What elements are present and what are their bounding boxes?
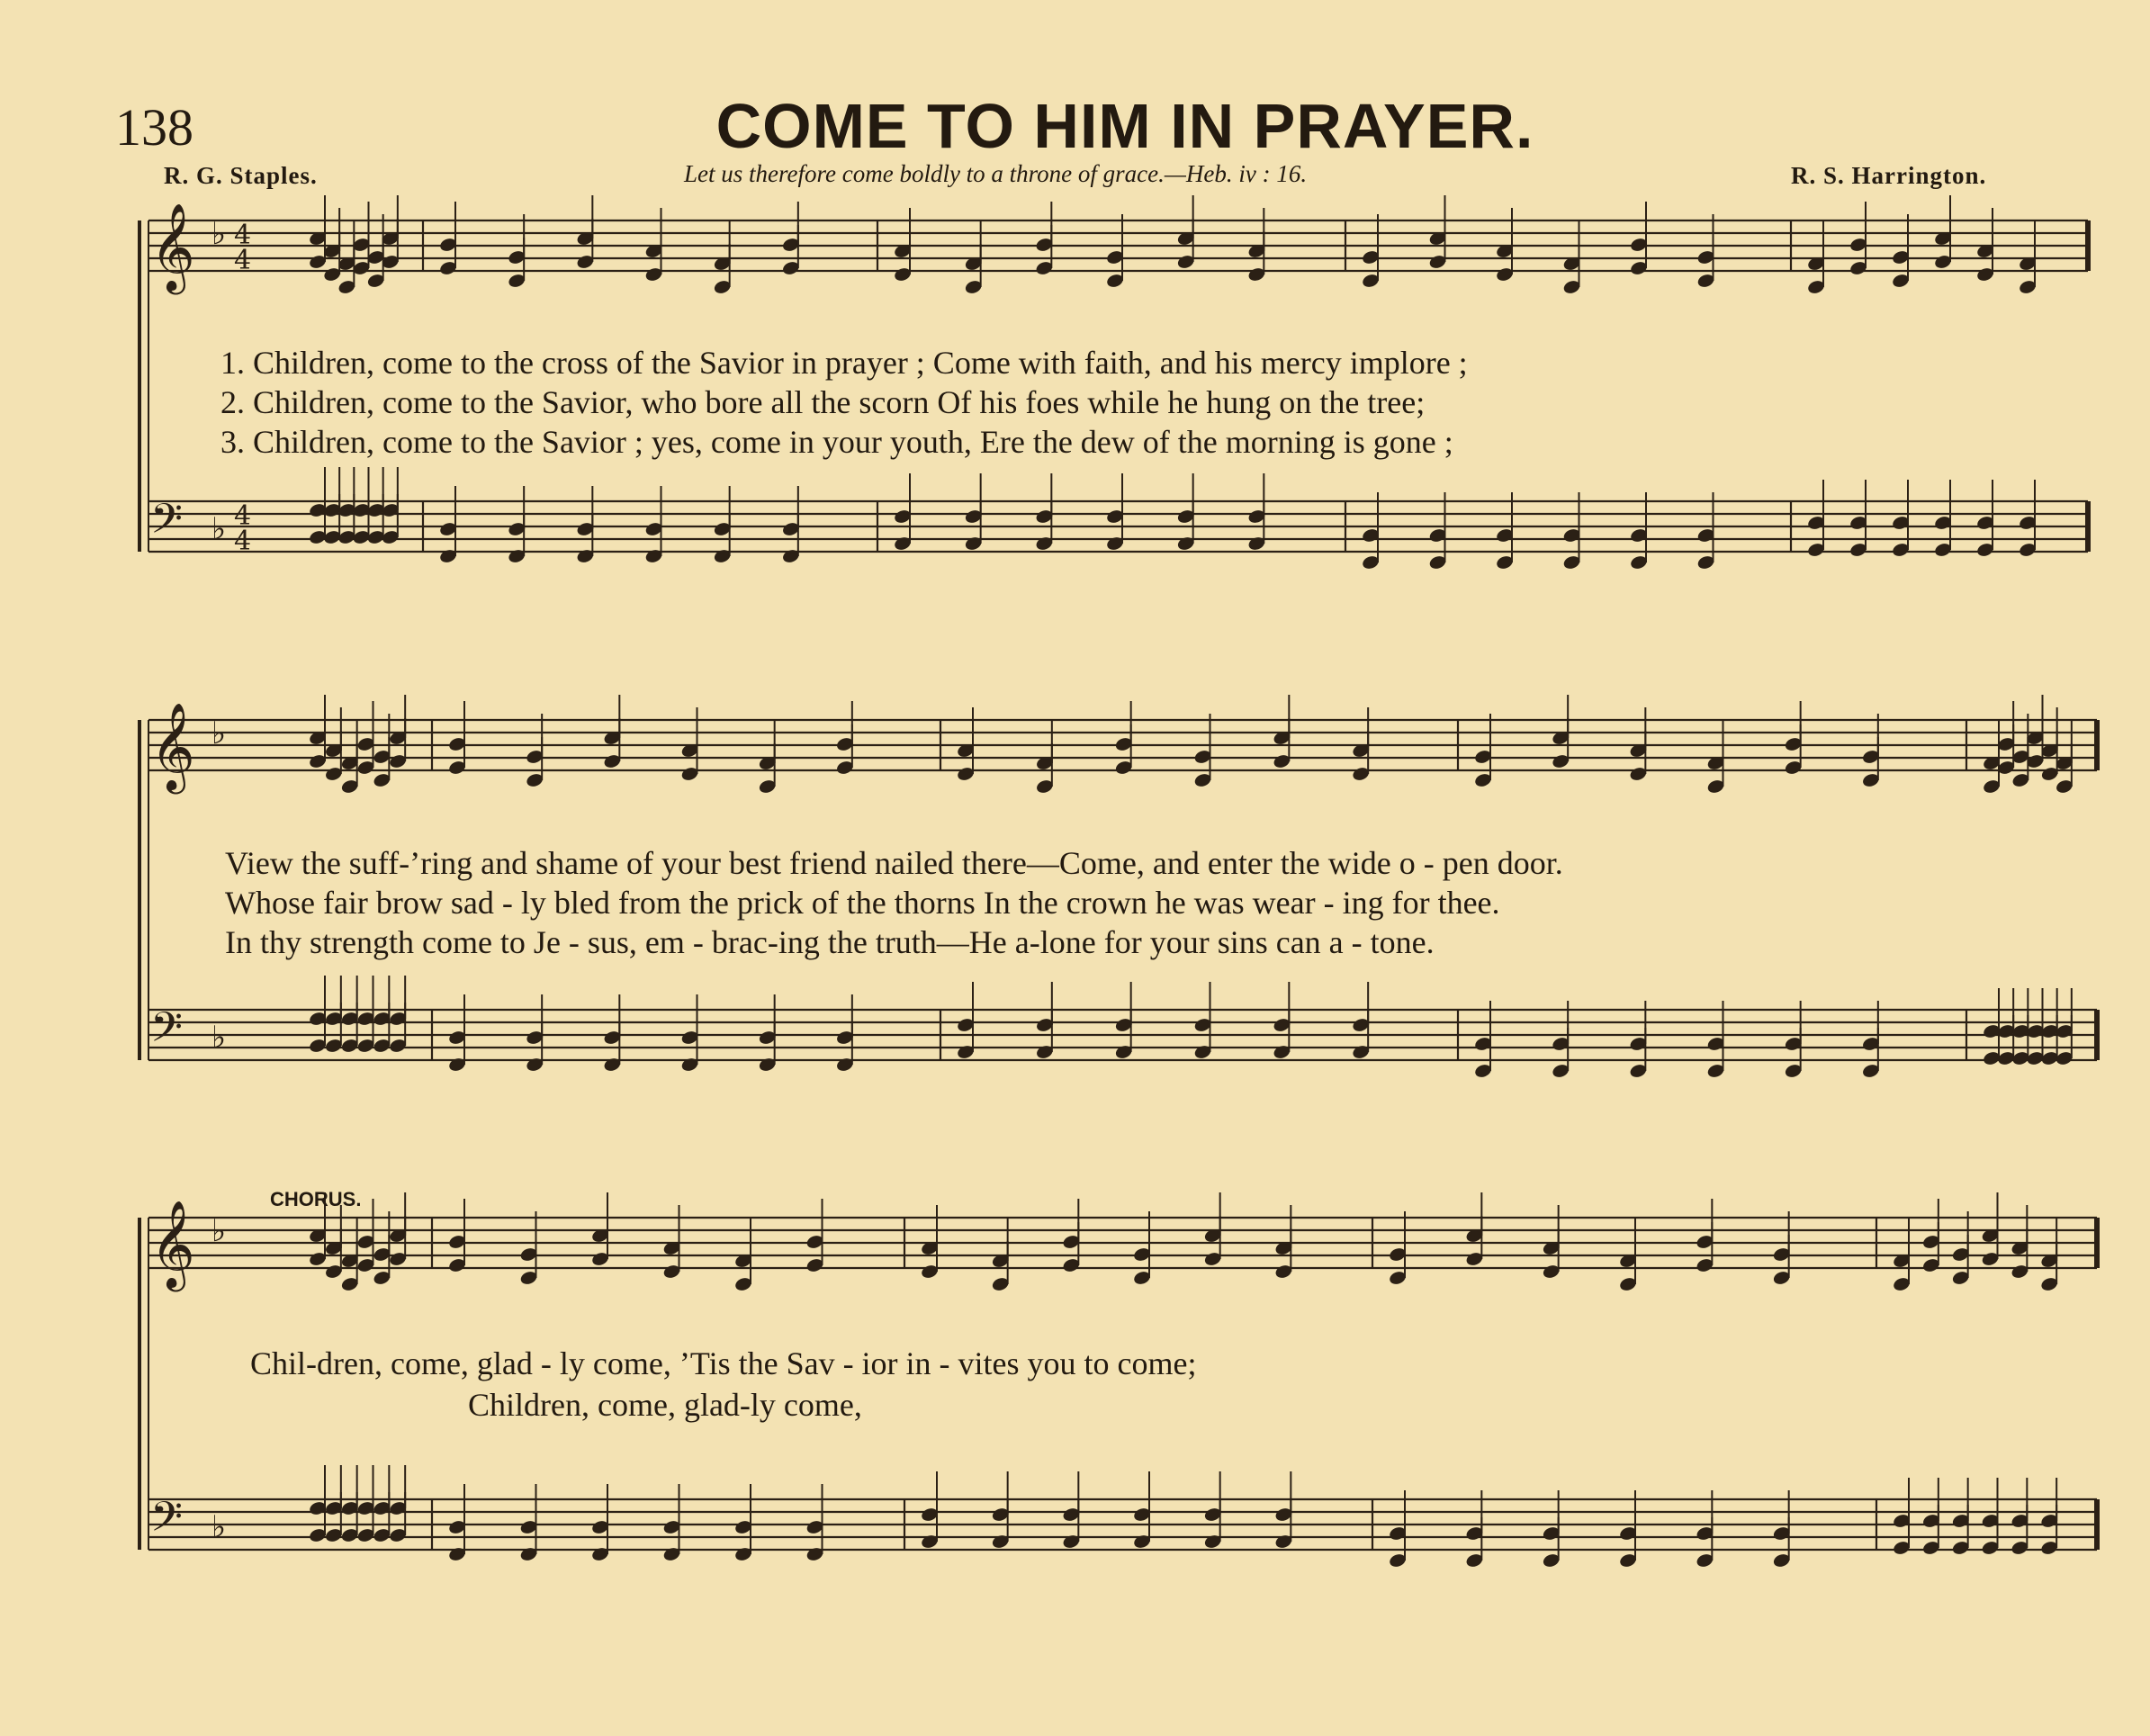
lyricist-credit: R. G. Staples. — [164, 162, 318, 189]
page-number: 138 — [115, 98, 193, 157]
svg-text:𝄢: 𝄢 — [150, 1003, 184, 1062]
svg-text:𝄢: 𝄢 — [150, 1493, 184, 1552]
svg-text:♭: ♭ — [211, 1020, 227, 1056]
svg-text:𝄞: 𝄞 — [150, 202, 195, 291]
chorus-line-2: Children, come, glad-ly come, — [468, 1387, 862, 1423]
chorus-line-1: Chil-dren, come, glad - ly come, ’Tis the Sav - ior in - vites you to come; — [250, 1345, 1197, 1381]
verse-2-line-2: Whose fair brow sad - ly bled from the prick of the thorns In the crown he was wear - ing for thee. — [225, 885, 1500, 921]
scripture-epigraph: Let us therefore come boldly to a throne of grace.—Heb. iv : 16. — [684, 160, 1308, 187]
svg-text:4: 4 — [234, 526, 252, 557]
verse-1-line-1: 1. Children, come to the cross of the Savior in prayer ; Come with faith, and his mercy implore ; — [220, 345, 1468, 381]
composer-credit: R. S. Harrington. — [1791, 162, 1987, 189]
svg-text:4: 4 — [234, 245, 252, 276]
svg-text:♭: ♭ — [211, 1509, 227, 1545]
svg-text:♭: ♭ — [211, 715, 227, 751]
svg-text:♭: ♭ — [211, 1213, 227, 1249]
verse-3-line-1: 3. Children, come to the Savior ; yes, come in your youth, Ere the dew of the morning is gone ; — [220, 424, 1453, 460]
svg-text:4: 4 — [234, 220, 252, 251]
svg-text:𝄞: 𝄞 — [150, 1200, 195, 1288]
svg-text:4: 4 — [234, 500, 252, 532]
svg-text:𝄞: 𝄞 — [150, 702, 195, 790]
verse-3-line-2: In thy strength come to Je - sus, em - brac-ing the truth—He a-lone for your sins can a - tone. — [225, 924, 1435, 960]
svg-text:♭: ♭ — [211, 216, 227, 252]
svg-text:♭: ♭ — [211, 511, 227, 547]
hymn-title: COME TO HIM IN PRAYER. — [715, 91, 1534, 161]
verse-2-line-1: 2. Children, come to the Savior, who bore all the scorn Of his foes while he hung on the tree; — [220, 384, 1426, 420]
verse-1-line-2: View the suff-’ring and shame of your best friend nailed there—Come, and enter the wide o - pen door. — [225, 845, 1563, 881]
svg-text:𝄢: 𝄢 — [150, 495, 184, 553]
chorus-label: CHORUS. — [270, 1188, 362, 1210]
